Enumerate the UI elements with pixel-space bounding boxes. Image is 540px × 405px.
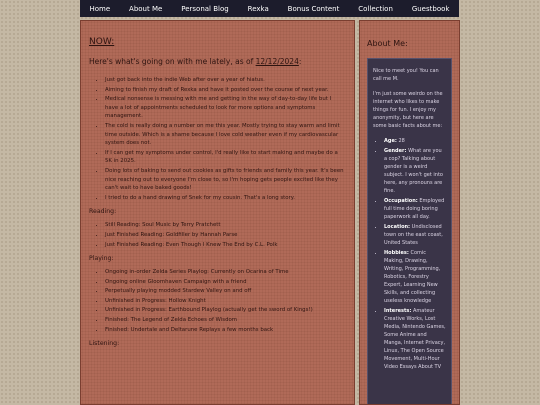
- fact-value: Amateur Creative Works, Lost Media, Nintendo Games, Some Anime and Manga, Internet Privacy, Linux, The Open Source Movement, Multi-Hour Video Essays About TV: [384, 308, 446, 370]
- fact-label: Age:: [384, 138, 397, 144]
- list-item: • Ongoing in-order Zelda Series Playlog: Currently on Ocarina of Time: [105, 268, 346, 277]
- fact-label: Location:: [384, 224, 411, 230]
- list-item: • Finished: Undertale and Deltarune Replays a few months back: [105, 326, 346, 335]
- fact-value: Employed full time doing boring paperwork all day.: [384, 198, 445, 220]
- list-item: • Perpetually playing modded Stardew Valley on and off: [105, 287, 346, 296]
- fact-hobbies: [384, 249, 446, 305]
- fact-label: Interests:: [384, 308, 412, 314]
- intro-text: Here's what's going on with me lately, as of: [89, 57, 256, 66]
- now-intro: [89, 57, 346, 66]
- about-box: [367, 58, 452, 405]
- list-item: • Unfinished in Progress: Earthbound Playlog (actually get the sword of Kings!): [105, 306, 346, 315]
- intro-date: 12/12/2024: [255, 57, 299, 66]
- fact-occupation: [384, 197, 446, 221]
- nav-about-link[interactable]: About Me: [129, 4, 163, 13]
- fact-age: [384, 137, 446, 145]
- top-nav: [80, 0, 459, 17]
- intro-suffix: :: [298, 57, 302, 66]
- fact-location: [384, 223, 446, 247]
- about-title: About Me:: [367, 39, 408, 48]
- fact-label: Hobbies:: [384, 250, 409, 256]
- list-item: • Still Reading: Soul Music by Terry Pratchett: [105, 221, 346, 230]
- fact-value: Comic Making, Drawing, Writing, Programming, Robotics, Forestry Expert, Learning New Skills, and collecting useless knowledge: [384, 250, 441, 304]
- reading-title: Reading:: [89, 208, 117, 216]
- fact-value: Undisclosed town on the east coast, United States: [384, 224, 443, 246]
- fact-value: What are you a cop? Talking about gender is a weird subject. I won't get into here, any pronouns are fine.: [384, 148, 443, 194]
- now-list: [89, 76, 346, 202]
- main-panel: [80, 20, 355, 405]
- listening-title: Listening:: [89, 340, 120, 348]
- fact-interests: [384, 307, 446, 371]
- fact-label: Occupation:: [384, 198, 418, 204]
- nav-blog-link[interactable]: Personal Blog: [181, 4, 229, 13]
- nav-collection-link[interactable]: Collection: [358, 4, 393, 13]
- nav-home-link[interactable]: Home: [89, 4, 111, 13]
- list-item: • Just Finished Reading: Even Though I Knew The End by C.L. Polk: [105, 241, 346, 250]
- list-item: • Ongoing online Gloomhaven Campaign with a friend: [105, 278, 346, 287]
- list-item: • Doing lots of baking to send out cookies as gifts to friends and family this year. It's been nice reaching out to everyone I'm close to, so I'm hoping gets people excited like they can't wait to have baked goods!: [105, 167, 346, 193]
- fact-value: 28: [398, 138, 405, 144]
- nav-guestbook-link[interactable]: Guestbook: [411, 4, 450, 13]
- about-sidebar: [359, 20, 460, 405]
- playing-list: [89, 268, 346, 334]
- fact-label: Gender:: [384, 148, 407, 154]
- playing-title: Playing:: [89, 255, 114, 263]
- list-item: • Unfinished in Progress: Hollow Knight: [105, 297, 346, 306]
- now-heading: NOW:: [89, 37, 115, 47]
- fact-gender: [384, 147, 446, 195]
- list-item: • If I can get my symptoms under control, I'd really like to start making and maybe do a 5K in 2025.: [105, 149, 346, 166]
- about-description: I'm just some weirdo on the internet who likes to make things for fun. I enjoy my anonymity, but here are some basic facts about me:: [373, 91, 443, 129]
- reading-list: [89, 221, 346, 249]
- about-greeting: Nice to meet you! You can call me M.: [373, 68, 439, 82]
- nav-bonus-link[interactable]: Bonus Content: [287, 4, 340, 13]
- nav-rexka-link[interactable]: Rexka: [247, 4, 269, 13]
- list-item: • I tried to do a hand drawing of Snek for my cousin. That's a long story.: [105, 194, 346, 203]
- list-item: • Finished: The Legend of Zelda Echoes of Wisdom: [105, 316, 346, 325]
- list-item: • The cold is really doing a number on me this year. Mostly trying to stay warm and limit time outside. Which is a shame because I love cold weather even if my cardiovascular system does not.: [105, 122, 346, 148]
- list-item: • Medical nonsense is messing with me and getting in the way of day-to-day life but I have a lot of appointments scheduled to look for more options and symptoms management.: [105, 95, 346, 121]
- list-item: • Just got back into the indie Web after over a year of hiatus.: [105, 76, 346, 85]
- about-facts: [373, 137, 446, 371]
- list-item: • Aiming to finish my draft of Rexka and have it posted over the course of next year.: [105, 86, 346, 95]
- list-item: • Just Finished Reading: Goldfiller by Hannah Parse: [105, 231, 346, 240]
